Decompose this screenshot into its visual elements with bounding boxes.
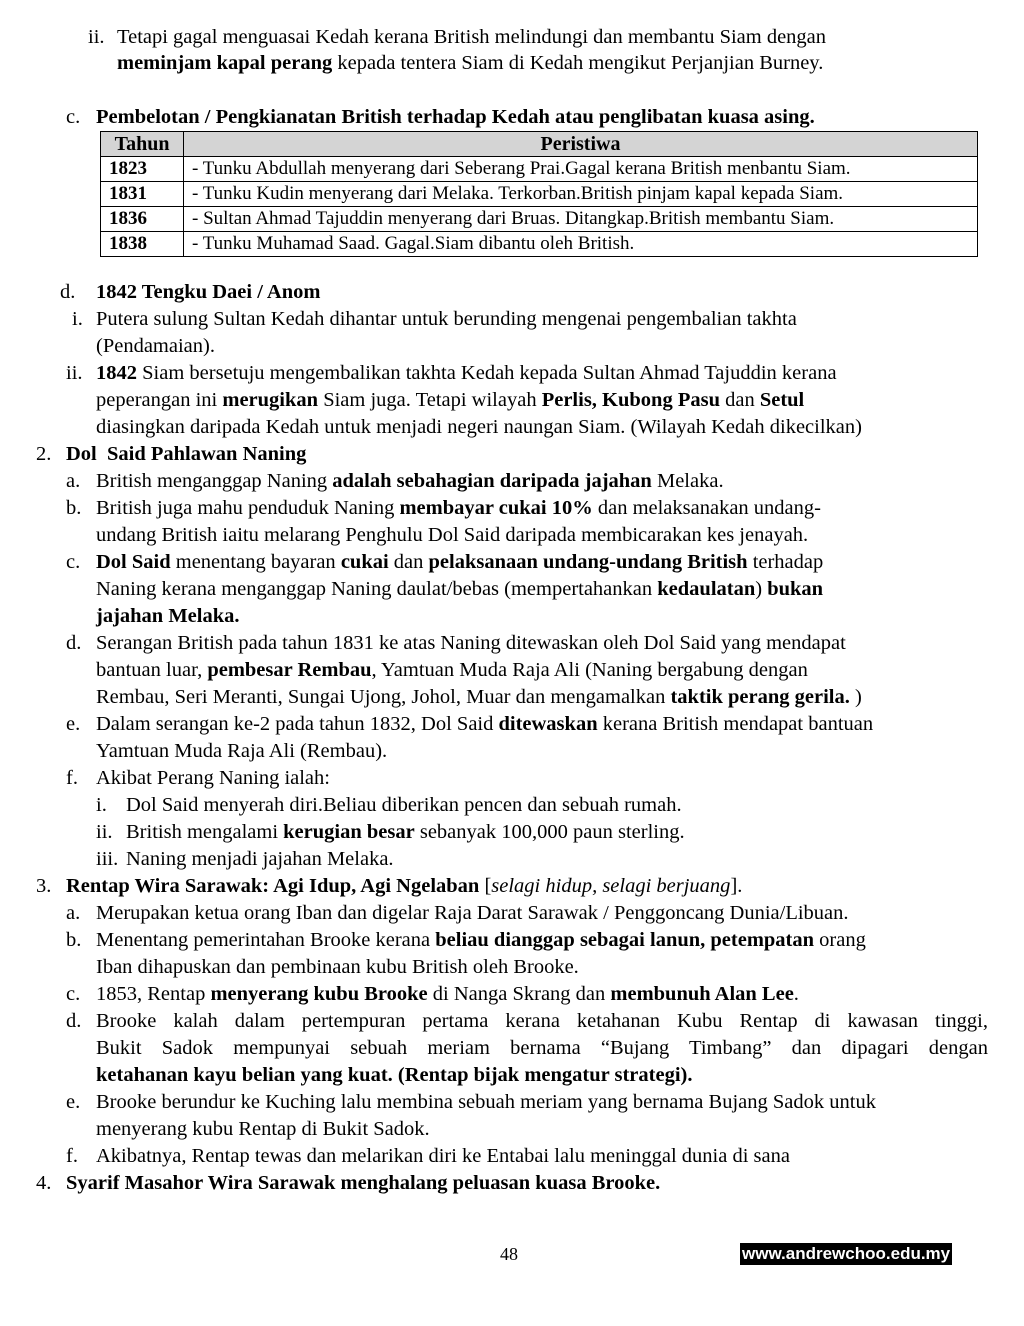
- text-line: Serangan British pada tahun 1831 ke atas Naning ditewaskan oleh Dol Said yang mendapat: [96, 632, 846, 654]
- list-marker: iii.: [96, 848, 119, 870]
- text-line: Dalam serangan ke-2 pada tahun 1832, Dol Said ditewaskan kerana British mendapat bantuan: [96, 713, 874, 735]
- text-line: Iban dihapuskan dan pembinaan kubu British oleh Brooke.: [96, 956, 579, 978]
- year-cell: 1838: [101, 232, 184, 257]
- text-line: menyerang kubu Rentap di Bukit Sadok.: [96, 1118, 430, 1140]
- text-line: bantuan luar, pembesar Rembau, Yamtuan Muda Raja Ali (Naning bergabung dengan: [96, 659, 808, 681]
- text-line: Rentap Wira Sarawak: Agi Idup, Agi Ngelaban [selagi hidup, selagi berjuang].: [66, 875, 743, 897]
- list-marker: i.: [72, 308, 83, 330]
- list-marker: f.: [66, 1145, 78, 1167]
- text-line: Akibatnya, Rentap tewas dan melarikan diri ke Entabai lalu meninggal dunia di sana: [96, 1145, 790, 1167]
- text-line: Syarif Masahor Wira Sarawak menghalang peluasan kuasa Brooke.: [66, 1172, 661, 1194]
- text-line: Yamtuan Muda Raja Ali (Rembau).: [96, 740, 388, 762]
- table-row: [101, 207, 978, 232]
- text-line: Dol Said Pahlawan Naning: [66, 443, 307, 465]
- text-line: meminjam kapal perang kepada tentera Siam di Kedah mengikut Perjanjian Burney.: [117, 52, 824, 74]
- text-line: British menganggap Naning adalah sebahagian daripada jajahan Melaka.: [96, 470, 724, 492]
- table-row: [101, 182, 978, 207]
- text-line: Dol Said menyerah diri.Beliau diberikan pencen dan sebuah rumah.: [126, 794, 682, 816]
- text-line: 1842 Tengku Daei / Anom: [96, 281, 321, 303]
- list-marker: a.: [66, 470, 81, 492]
- text-line: Tetapi gagal menguasai Kedah kerana British melindungi dan membantu Siam dengan: [117, 26, 827, 48]
- list-marker: d.: [60, 281, 76, 303]
- list-marker: d.: [66, 632, 82, 654]
- list-marker: d.: [66, 1010, 82, 1032]
- text-line: Brooke kalah dalam pertempuran pertama kerana ketahanan Kubu Rentap di kawasan tinggi,: [96, 1010, 988, 1032]
- text-line: Bukit Sadok mempunyai sebuah meriam bernama “Bujang Timbang” dan dipagari dengan: [96, 1037, 988, 1059]
- text-line: undang British iaitu melarang Penghulu Dol Said daripada membicarakan kes jenayah.: [96, 524, 809, 546]
- list-marker: f.: [66, 767, 78, 789]
- list-marker: 3.: [36, 875, 52, 897]
- list-marker: 4.: [36, 1172, 52, 1194]
- list-marker: 2.: [36, 443, 52, 465]
- col-header-tahun: Tahun: [101, 132, 184, 157]
- text-line: Naning kerana menganggap Naning daulat/bebas (mempertahankan kedaulatan) bukan: [96, 578, 824, 600]
- table-row: [101, 157, 978, 182]
- list-marker: b.: [66, 497, 82, 519]
- text-line: (Pendamaian).: [96, 335, 215, 357]
- list-marker: b.: [66, 929, 82, 951]
- list-marker: ii.: [88, 26, 105, 48]
- text-line: Dol Said menentang bayaran cukai dan pelaksanaan undang-undang British terhadap: [96, 551, 824, 573]
- text-line: Akibat Perang Naning ialah:: [96, 767, 330, 789]
- list-marker: c.: [66, 106, 81, 128]
- kedah-events-table: [100, 131, 978, 257]
- list-marker: c.: [66, 983, 81, 1005]
- text-line: ketahanan kayu belian yang kuat. (Rentap bijak mengatur strategi).: [96, 1064, 693, 1086]
- text-line: Naning menjadi jajahan Melaka.: [126, 848, 394, 870]
- text-line: British mengalami kerugian besar sebanyak 100,000 paun sterling.: [126, 821, 685, 843]
- list-marker: ii.: [96, 821, 113, 843]
- text-line: Rembau, Seri Meranti, Sungai Ujong, Johol, Muar dan mengamalkan taktik perang gerila. ): [96, 686, 862, 708]
- list-marker: ii.: [66, 362, 83, 384]
- year-cell: 1823: [101, 157, 184, 182]
- text-line: Menentang pemerintahan Brooke kerana beliau dianggap sebagai lanun, petempatan orang: [96, 929, 866, 951]
- year-cell: 1836: [101, 207, 184, 232]
- text-line: Brooke berundur ke Kuching lalu membina sebuah meriam yang bernama Bujang Sadok untuk: [96, 1091, 876, 1113]
- list-marker: i.: [96, 794, 107, 816]
- text-line: British juga mahu penduduk Naning membayar cukai 10% dan melaksanakan undang-: [96, 497, 821, 519]
- event-cell: - Tunku Muhamad Saad. Gagal.Siam dibantu oleh British.: [184, 232, 978, 257]
- text-line: peperangan ini merugikan Siam juga. Tetapi wilayah Perlis, Kubong Pasu dan Setul: [96, 389, 805, 411]
- text-line: Merupakan ketua orang Iban dan digelar Raja Darat Sarawak / Penggoncang Dunia/Libuan.: [96, 902, 849, 924]
- year-cell: 1831: [101, 182, 184, 207]
- table-row: [101, 232, 978, 257]
- text-line: Pembelotan / Pengkianatan British terhadap Kedah atau penglibatan kuasa asing.: [96, 106, 815, 128]
- text-line: 1842 Siam bersetuju mengembalikan takhta Kedah kepada Sultan Ahmad Tajuddin kerana: [96, 362, 837, 384]
- text-line: jajahan Melaka.: [96, 605, 240, 627]
- event-cell: - Tunku Kudin menyerang dari Melaka. Terkorban.British pinjam kapal kepada Siam.: [184, 182, 978, 207]
- list-marker: a.: [66, 902, 81, 924]
- list-marker: c.: [66, 551, 81, 573]
- website-label: www.andrewchoo.edu.my: [742, 1244, 951, 1263]
- table-header-row: [101, 132, 978, 157]
- event-cell: - Sultan Ahmad Tajuddin menyerang dari Bruas. Ditangkap.British membantu Siam.: [184, 207, 978, 232]
- event-cell: - Tunku Abdullah menyerang dari Seberang Prai.Gagal kerana British menbantu Siam.: [184, 157, 978, 182]
- col-header-peristiwa: Peristiwa: [184, 132, 978, 157]
- list-marker: e.: [66, 713, 81, 735]
- list-marker: e.: [66, 1091, 81, 1113]
- page-number: 48: [500, 1244, 518, 1264]
- text-line: Putera sulung Sultan Kedah dihantar untuk berunding mengenai pengembalian takhta: [96, 308, 797, 330]
- text-line: diasingkan daripada Kedah untuk menjadi negeri naungan Siam. (Wilayah Kedah dikecilkan): [96, 416, 862, 438]
- text-line: 1853, Rentap menyerang kubu Brooke di Nanga Skrang dan membunuh Alan Lee.: [96, 983, 799, 1005]
